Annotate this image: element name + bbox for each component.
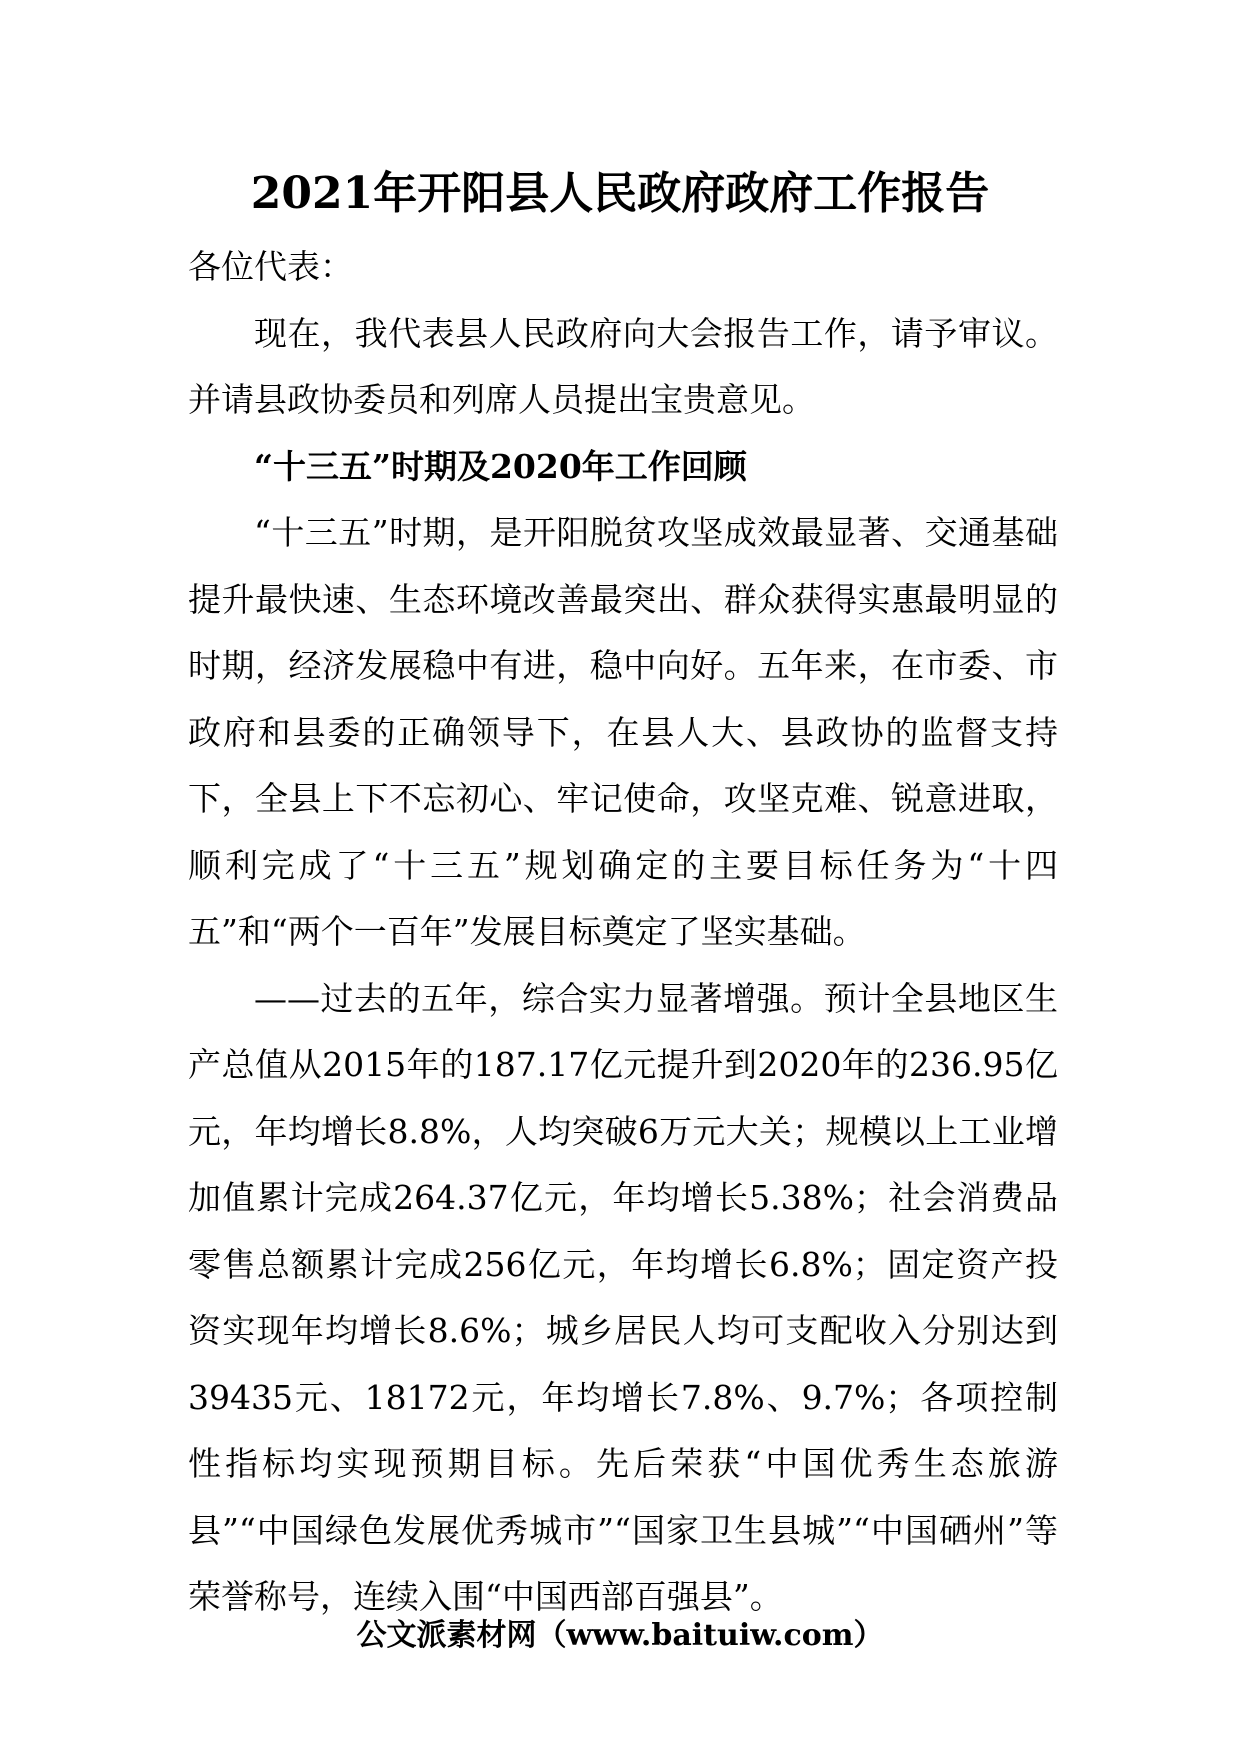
- section-paragraph: “十三五”时期，是开阳脱贫攻坚成效最显著、交通基础提升最快速、生态环境改善最突出、群众获得实惠最明显的时期，经济发展稳中有进，稳中向好。五年来，在市委、市政府和县委的正确领导下，在县人大、县政协的监督支持下，全县上下不忘初心、牢记使命，攻坚克难、锐意进取，顺利完成了“十三五”规划确定的主要目标任务为“十四五”和“两个一百年”发展目标奠定了坚实基础。: [188, 513, 1058, 951]
- document-body: [188, 234, 1058, 1631]
- document-title: 2021年开阳县人民政府政府工作报告: [250, 168, 990, 219]
- section-heading: “十三五”时期及2020年工作回顾: [254, 446, 747, 486]
- salutation: 各位代表：: [188, 247, 353, 286]
- footer-source: 公文派素材网（www.baituiw.com）: [356, 1618, 884, 1653]
- section-paragraph: ——过去的五年，综合实力显著增强。预计全县地区生产总值从2015年的187.17亿元提升到2020年的236.95亿元，年均增长8.8%，人均突破6万元大关；规模以上工业增加值累计完成264.37亿元，年均增长5.38%；社会消费品零售总额累计完成256亿元，年均增长6.8%；固定资产投资实现年均增长8.6%；城乡居民人均可支配收入分别达到39435元、18172元，年均增长7.8%、9.7%；各项控制性指标均实现预期目标。先后荣获“中国优秀生态旅游县”“中国绿色发展优秀城市”“国家卫生县城”“中国硒州”等荣誉称号，连续入围“中国西部百强县”。: [188, 978, 1058, 1616]
- intro-paragraph: 现在，我代表县人民政府向大会报告工作，请予审议。并请县政协委员和列席人员提出宝贵意见。: [188, 313, 1058, 419]
